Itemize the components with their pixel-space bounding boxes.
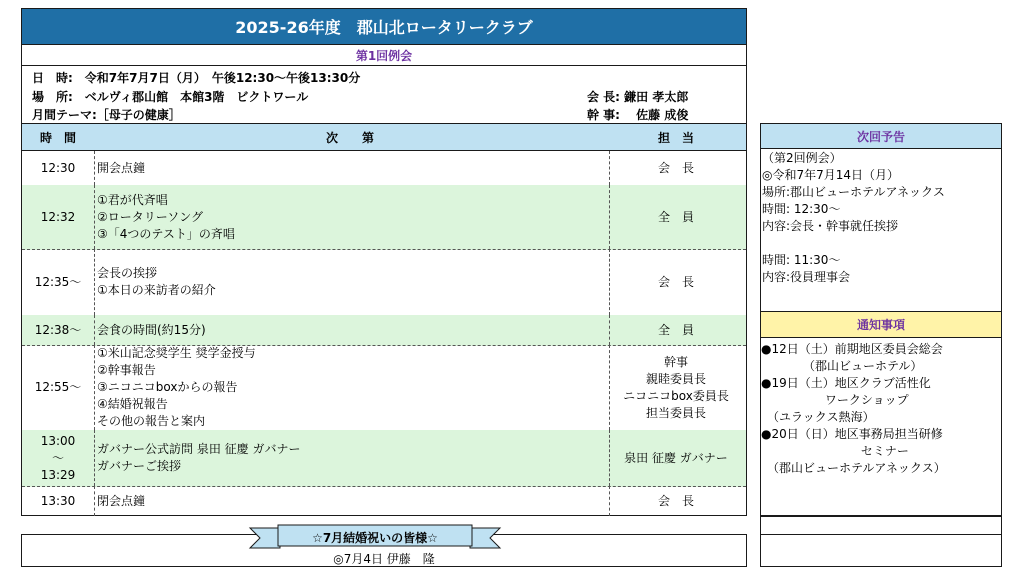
agenda-time-line: ～ <box>51 450 64 465</box>
next-meeting-line <box>762 235 1001 252</box>
agenda-header-content: 次 第 <box>94 124 607 151</box>
agenda-content-line: ②幹事報告 <box>97 363 156 377</box>
agenda-time-line: 12:35～ <box>34 274 82 289</box>
agenda-content-line: 開会点鐘 <box>97 160 146 175</box>
agenda-time <box>22 345 95 430</box>
banner-title: ☆7月結婚祝いの皆様☆ <box>312 530 438 545</box>
agenda-time <box>22 430 95 486</box>
agenda-responsible-line: 親睦委員長 <box>645 371 706 386</box>
agenda-responsible <box>606 315 746 345</box>
notices-body <box>760 338 1002 516</box>
agenda-responsible <box>606 185 746 249</box>
agenda-content <box>94 249 610 315</box>
agenda-time-line: 13:00 <box>40 433 76 448</box>
agenda-content-line: 会長の挨拶 <box>97 266 158 280</box>
agenda-content <box>94 151 610 185</box>
next-meeting-line: 時間: 12:30～ <box>762 202 841 216</box>
agenda-content <box>94 345 610 430</box>
agenda-header-responsible: 担 当 <box>606 124 746 151</box>
agenda-time-line: 13:29 <box>40 467 76 482</box>
agenda-content <box>94 185 610 249</box>
agenda-responsible-line: 幹事 <box>663 354 688 369</box>
agenda-time-line: 12:55～ <box>34 380 82 394</box>
agenda-responsible-line: ニコニコbox委員長 <box>623 388 729 403</box>
agenda-responsible-line: 会 長 <box>657 493 694 508</box>
agenda-responsible <box>606 249 746 315</box>
next-meeting-line: 内容:会長・幹事就任挨拶 <box>762 219 899 233</box>
next-meeting-line: 時間: 11:30～ <box>762 253 841 267</box>
agenda-content-line: 会食の時間(約15分) <box>97 322 206 337</box>
notices-header: 通知事項 <box>760 311 1002 338</box>
agenda-row <box>22 345 746 431</box>
agenda-content-line: ①米山記念奨学生 奨学金授与 <box>97 346 256 360</box>
agenda-responsible <box>606 486 746 516</box>
next-meeting-body <box>760 149 1002 311</box>
agenda-content <box>94 315 610 345</box>
notice-line: （郡山ビューホテルアネックス） <box>761 461 946 475</box>
president-name: 会 長: 鎌田 孝太郎 <box>587 90 689 104</box>
agenda-table <box>21 123 747 516</box>
banner-names: ◎7月4日 伊藤 隆 <box>333 552 435 566</box>
agenda-row <box>22 151 746 186</box>
agenda-content-line: ①本日の来訪者の紹介 <box>97 283 216 297</box>
agenda-content-line: ③「4つのテスト」の斉唱 <box>97 226 235 241</box>
agenda-content-line: ガバナーご挨拶 <box>97 459 182 473</box>
next-meeting-line: 内容:役員理事会 <box>762 270 851 284</box>
meeting-place: 場 所: ベルヴィ郡山館 本館3階 ビクトワール <box>32 90 309 104</box>
agenda-responsible <box>606 345 746 430</box>
next-meeting-header: 次回予告 <box>760 123 1002 149</box>
agenda-content <box>94 430 610 486</box>
notice-line: （ユラックス熱海） <box>761 410 875 424</box>
agenda-row <box>22 249 746 316</box>
notice-line: セミナー <box>761 444 909 458</box>
agenda-time-line: 12:30 <box>40 160 76 175</box>
agenda-content-line: ②ロータリーソング <box>97 209 204 224</box>
notice-line: （郡山ビューホテル） <box>761 359 923 373</box>
agenda-content-line: ④結婚祝報告 <box>97 397 168 411</box>
agenda-time-line: 13:30 <box>40 493 76 508</box>
agenda-time <box>22 151 95 185</box>
meeting-number: 第1回例会 <box>21 45 747 66</box>
agenda-time-line: 12:32 <box>40 209 76 224</box>
agenda-row <box>22 486 746 516</box>
agenda-responsible-line: 全 員 <box>657 209 694 224</box>
agenda-time <box>22 185 95 249</box>
meeting-info <box>21 66 747 123</box>
monthly-theme: 月間テーマ:［母子の健康］ <box>32 108 181 122</box>
next-meeting-line: （第2回例会） <box>762 151 842 165</box>
agenda-time <box>22 486 95 516</box>
agenda-row <box>22 315 746 346</box>
agenda-responsible-line: 担当委員長 <box>645 405 706 420</box>
agenda-responsible-line: 泉田 征慶 ガバナー <box>624 450 728 465</box>
meeting-date: 日 時: 令和7年7月7日（月） 午後12:30～午後13:30分 <box>32 71 361 85</box>
agenda-row <box>22 430 746 487</box>
side-blank-box <box>760 516 1002 567</box>
agenda-time-line: 12:38～ <box>34 322 82 337</box>
agenda-time <box>22 315 95 345</box>
next-meeting-line: 場所:郡山ビューホテルアネックス <box>762 185 945 199</box>
agenda-responsible-line: 会 長 <box>657 160 694 175</box>
secretary-name: 幹 事: 佐藤 成俊 <box>587 108 689 122</box>
agenda-responsible <box>606 430 746 486</box>
agenda-content-line: ③ニコニコboxからの報告 <box>97 380 238 394</box>
agenda-row <box>22 185 746 250</box>
notice-line: ●20日（日）地区事務局担当研修 <box>761 427 943 441</box>
agenda-content-line: その他の報告と案内 <box>97 414 206 428</box>
notice-line: ●19日（土）地区クラブ活性化 <box>761 376 931 390</box>
notice-line: ワークショップ <box>761 393 909 407</box>
agenda-responsible <box>606 151 746 185</box>
page-title: 2025-26年度 郡山北ロータリークラブ <box>21 8 747 45</box>
agenda-content-line: ガバナー公式訪問 泉田 征慶 ガバナー <box>97 442 301 456</box>
agenda-content-line: ①君が代斉唱 <box>97 192 168 207</box>
agenda-responsible-line: 会 長 <box>657 274 694 289</box>
agenda-time <box>22 249 95 315</box>
agenda-content-line: 閉会点鐘 <box>97 493 146 508</box>
agenda-content <box>94 486 610 516</box>
agenda-header-time: 時 間 <box>22 124 95 151</box>
side-divider <box>760 534 1002 535</box>
next-meeting-line: ◎令和7年7月14日（月） <box>762 168 900 182</box>
agenda-responsible-line: 全 員 <box>657 322 694 337</box>
notice-line: ●12日（土）前期地区委員会総会 <box>761 342 943 356</box>
